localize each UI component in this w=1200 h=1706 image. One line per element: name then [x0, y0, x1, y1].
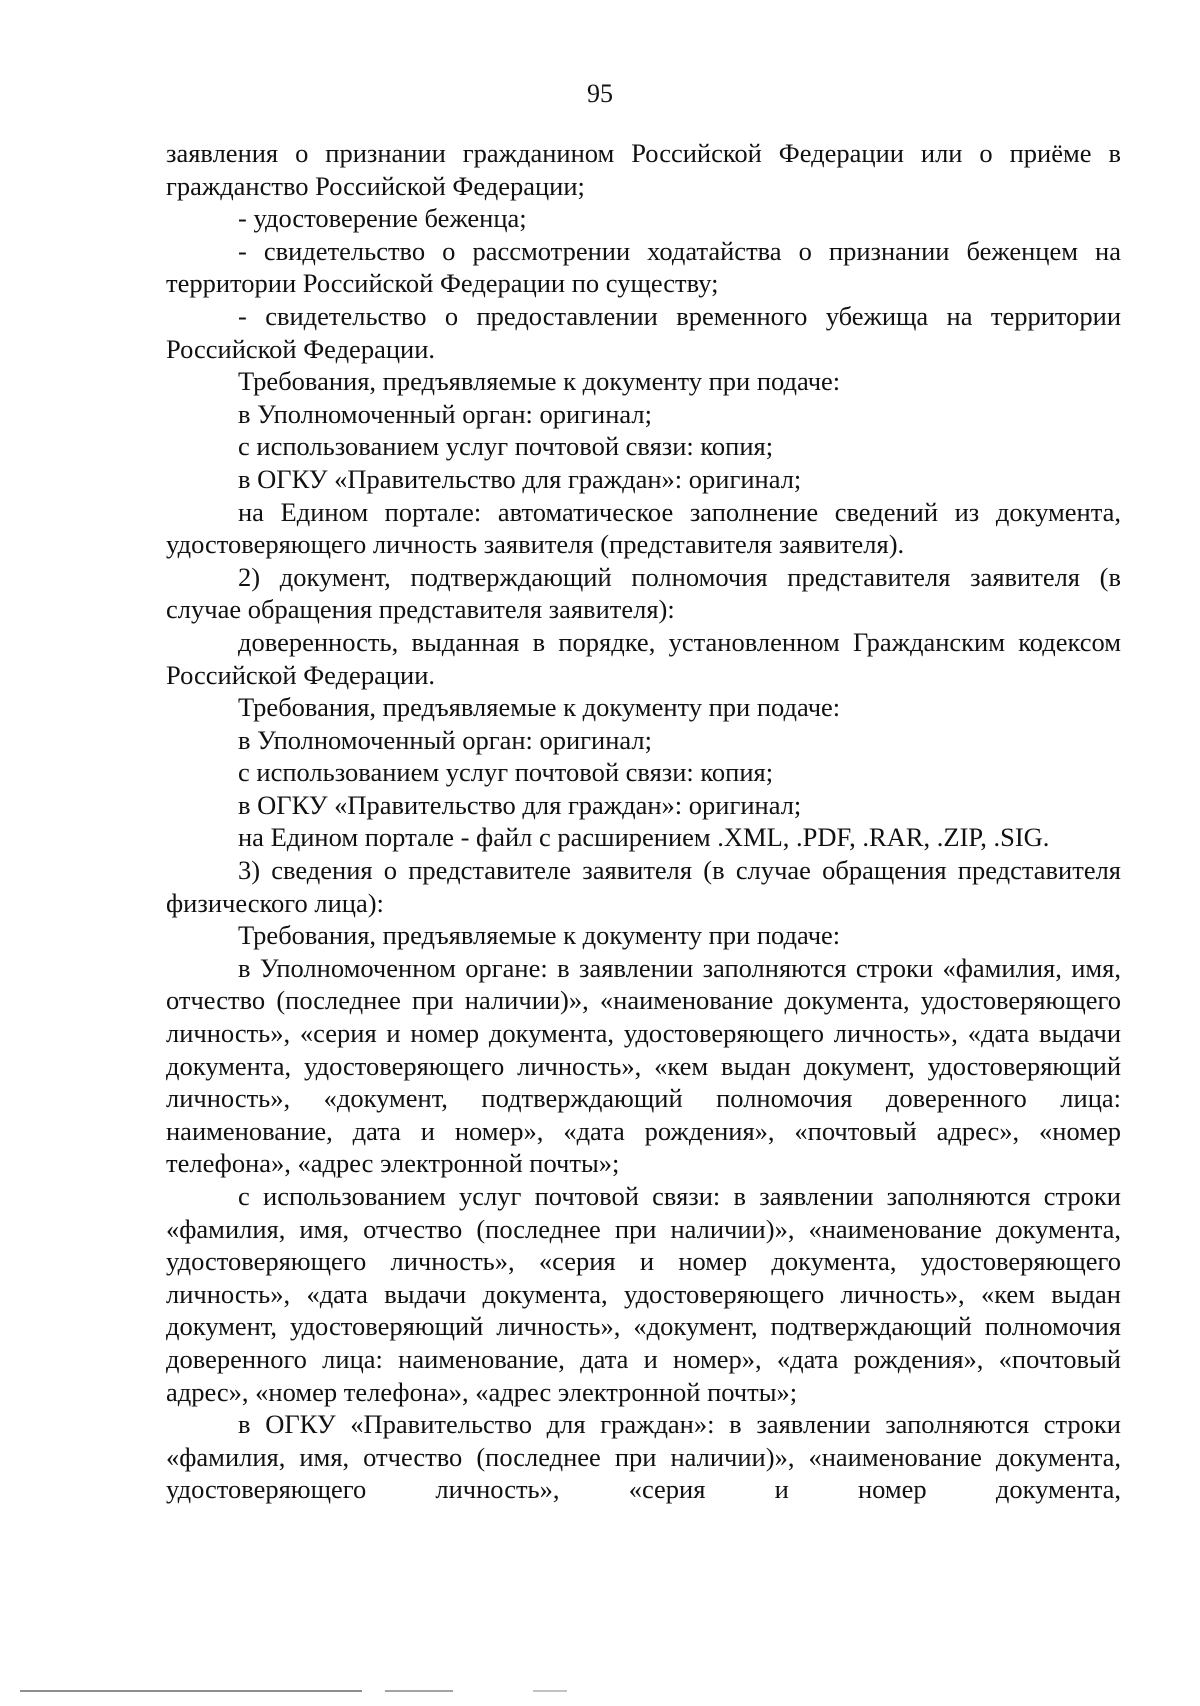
paragraph: Требования, предъявляемые к документу при подаче: [238, 692, 841, 723]
paragraph: в ОГКУ «Правительство для граждан»: в заявлении заполняются строки «фамилия, имя, отчество (последнее при наличии)», «наименование документа, удостоверяющего личность», «серия и номер документа, [166, 1409, 1121, 1505]
paragraph: - свидетельство о предоставлении временного убежища на территории Российской Федерации. [166, 300, 1121, 364]
paragraph: доверенность, выданная в порядке, установленном Гражданским кодексом Российской Федерации. [166, 626, 1121, 690]
paragraph: Требования, предъявляемые к документу при подаче: [238, 920, 841, 951]
paragraph: с использованием услуг почтовой связи: копия; [238, 431, 774, 462]
paragraph: заявления о признании гражданином Российской Федерации или о приёме в гражданство Российской Федерации; [166, 138, 1121, 201]
paragraph: на Едином портале: автоматическое заполнение сведений из документа, удостоверяющего личность заявителя (представителя заявителя). [166, 496, 1121, 560]
paragraph: - удостоверение беженца; [238, 203, 527, 234]
paragraph: в ОГКУ «Правительство для граждан»: оригинал; [238, 463, 802, 494]
paragraph: Требования, предъявляемые к документу при подаче: [238, 366, 841, 397]
document-body [166, 137, 1121, 1506]
paragraph: с использованием услуг почтовой связи: в заявлении заполняются строки «фамилия, имя, отчество (последнее при наличии)», «наименование документа, удостоверяющего личность», «серия и номер документа, удостоверяющего личность», «дата выдачи документа, удостоверяющего личность», «кем выдан документ, удостоверяющий личность», «документ, подтверждающий полномочия доверенного лица: наименование, дата и номер», «дата рождения», «почтовый адрес», «номер телефона», «адрес электронной почты»; [166, 1181, 1121, 1407]
paragraph: в Уполномоченный орган: оригинал; [238, 724, 652, 755]
paragraph: с использованием услуг почтовой связи: копия; [238, 757, 774, 788]
scan-edge-artifact [20, 1690, 1160, 1692]
paragraph: 2) документ, подтверждающий полномочия представителя заявителя (в случае обращения представителя заявителя): [166, 561, 1121, 625]
paragraph: в Уполномоченном органе: в заявлении заполняются строки «фамилия, имя, отчество (последнее при наличии)», «наименование документа, удостоверяющего личность», «серия и номер документа, удостоверяющего личность», «дата выдачи документа, удостоверяющего личность», «кем выдан документ, удостоверяющий личность», «документ, подтверждающий полномочия доверенного лица: наименование, дата и номер», «дата рождения», «почтовый адрес», «номер телефона», «адрес электронной почты»; [166, 952, 1121, 1179]
paragraph: в ОГКУ «Правительство для граждан»: оригинал; [238, 789, 802, 820]
page-number: 95 [587, 79, 613, 108]
paragraph: 3) сведения о представителе заявителя (в случае обращения представителя физического лица): [166, 855, 1121, 918]
paragraph: - свидетельство о рассмотрении ходатайства о признании беженцем на территории Российской Федерации по существу; [166, 235, 1121, 299]
paragraph: в Уполномоченный орган: оригинал; [238, 398, 652, 429]
paragraph: на Едином портале - файл с расширением .XML, .PDF, .RAR, .ZIP, .SIG. [238, 822, 1050, 853]
